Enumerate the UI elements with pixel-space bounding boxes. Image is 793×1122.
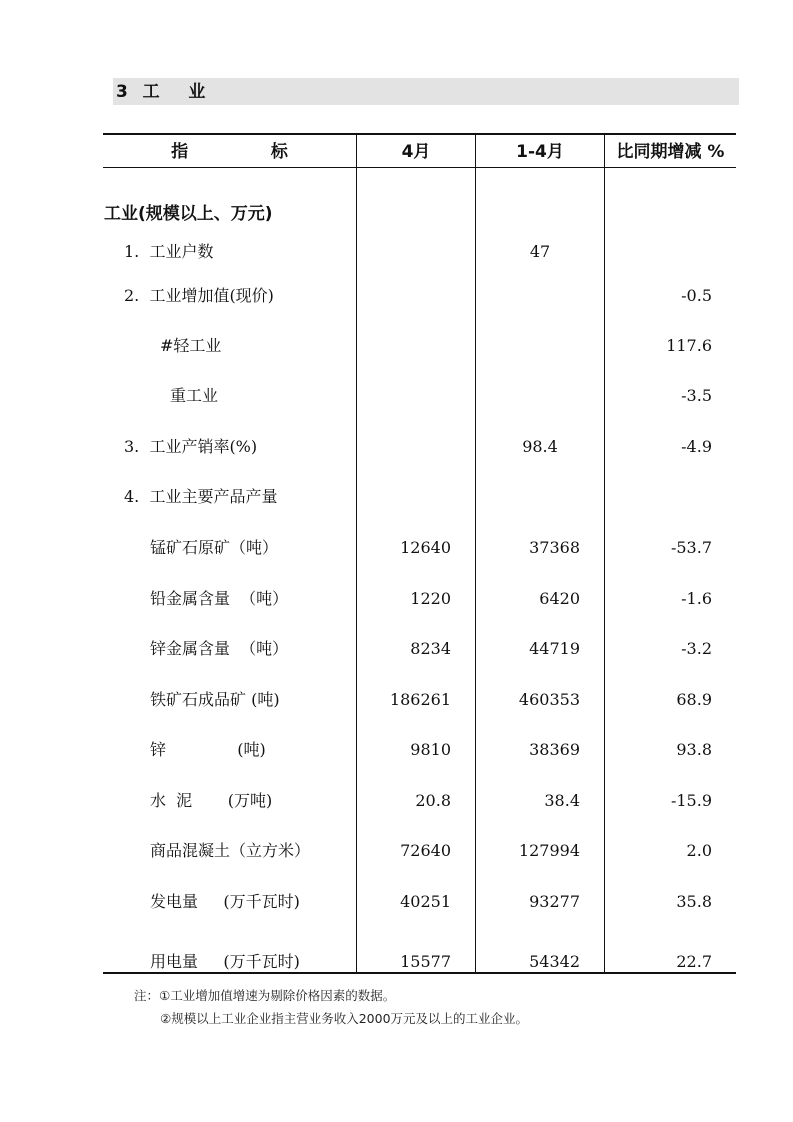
table-row [0,685,793,715]
table-row [0,237,793,267]
ytd-value: 6420 [539,589,580,608]
month-value: 9810 [410,740,451,759]
table-row [0,281,793,311]
month-value: 186261 [389,690,451,709]
table-row [0,381,793,411]
row-label: 锰矿石原矿（吨） [150,538,279,557]
header-ytd: 1-4月 [516,142,564,162]
yoy-value: 93.8 [676,740,712,759]
table-row [0,533,793,563]
row-label: 用电量 (万千瓦时) [150,952,300,971]
row-label: 2. 工业增加值(现价) [124,286,274,305]
table-row [0,331,793,361]
ytd-value: 38369 [529,740,580,759]
section-header-bar [113,78,739,105]
yoy-value: 35.8 [676,892,712,911]
ytd-value: 47 [529,242,551,261]
row-label: 4. 工业主要产品产量 [124,487,278,506]
yoy-value: 22.7 [676,952,712,971]
ytd-value: 98.4 [522,437,558,456]
yoy-value: 68.9 [676,690,712,709]
table-row [0,482,793,512]
row-label: 锌金属含量 （吨） [150,639,289,658]
table-row [0,836,793,866]
group-title: 工业(规模以上、万元) [104,204,273,224]
month-value: 15577 [400,952,451,971]
row-label: #轻工业 [160,336,222,355]
ytd-value: 127994 [518,841,580,860]
table-row [0,887,793,917]
yoy-value: -53.7 [670,538,712,557]
yoy-value: -3.5 [681,386,712,405]
yoy-value: -1.6 [681,589,712,608]
ytd-value: 93277 [529,892,580,911]
ytd-value: 460353 [518,690,580,709]
footnote-2: ②规模以上工业企业指主营业务收入2000万元及以上的工业企业。 [160,1011,529,1026]
ytd-value: 38.4 [544,791,580,810]
table-row [0,584,793,614]
row-label: 铁矿石成品矿 (吨) [150,690,280,709]
month-value: 12640 [400,538,451,557]
row-label: 铅金属含量 （吨） [150,589,289,608]
footnote-1: 注：①工业增加值增速为剔除价格因素的数据。 [134,988,396,1003]
month-value: 1220 [410,589,451,608]
table-row [0,786,793,816]
header-indicator: 指 标 [171,142,288,162]
month-value: 20.8 [415,791,451,810]
section-title: 3 工 业 [116,82,207,102]
table-top-rule [103,133,736,135]
yoy-value: -4.9 [681,437,712,456]
footnotes [134,984,528,1030]
yoy-value: -0.5 [681,286,712,305]
yoy-value: 2.0 [686,841,712,860]
yoy-value: -3.2 [681,639,712,658]
ytd-value: 37368 [529,538,580,557]
month-value: 8234 [410,639,451,658]
yoy-value: 117.6 [666,336,712,355]
header-bottom-rule [103,167,736,168]
header-yoy-change: 比同期增减 % [616,142,725,162]
row-label: 水 泥 (万吨) [150,791,273,810]
table-row [0,432,793,462]
row-label: 1. 工业户数 [124,242,214,261]
table-row [0,735,793,765]
row-label: 发电量 (万千瓦时) [150,892,300,911]
header-month: 4月 [401,142,431,162]
table-row [0,634,793,664]
row-label: 商品混凝土（立方米） [150,841,311,860]
row-label: 重工业 [170,386,219,405]
month-value: 72640 [400,841,451,860]
row-label: 3. 工业产销率(%) [124,437,258,456]
ytd-value: 54342 [529,952,580,971]
table-row [0,947,793,977]
ytd-value: 44719 [529,639,580,658]
row-label: 锌 (吨) [150,740,266,759]
yoy-value: -15.9 [670,791,712,810]
month-value: 40251 [400,892,451,911]
